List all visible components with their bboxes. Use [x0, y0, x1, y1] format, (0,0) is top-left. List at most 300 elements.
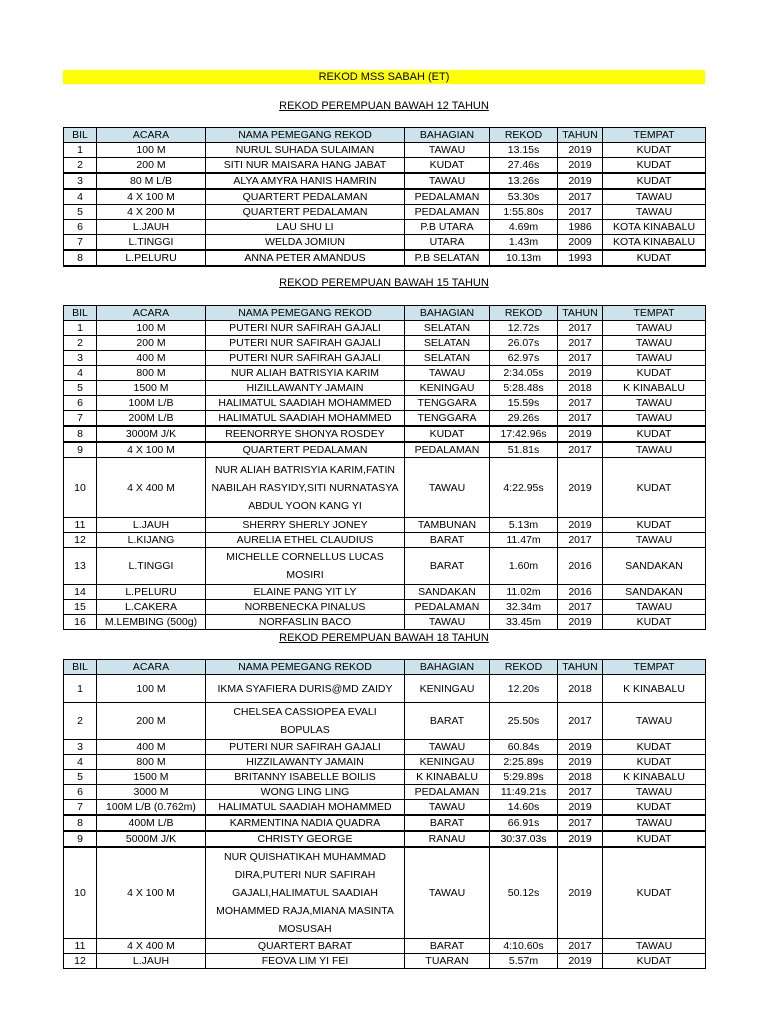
- table-row: [64, 205, 706, 220]
- table-header-row: [64, 306, 706, 321]
- cell-bil: 5: [64, 770, 97, 785]
- cell-nama: PUTERI NUR SAFIRAH GAJALI: [206, 321, 405, 336]
- cell-nama: QUARTERT BARAT: [206, 939, 405, 954]
- cell-bil: 9: [64, 831, 97, 847]
- column-header-tempat: TEMPAT: [603, 128, 706, 143]
- cell-tempat: TAWAU: [603, 703, 706, 740]
- cell-tahun: 2016: [558, 585, 603, 600]
- cell-tahun: 2017: [558, 396, 603, 411]
- cell-bil: 9: [64, 442, 97, 458]
- cell-bil: 6: [64, 220, 97, 235]
- cell-bil: 1: [64, 143, 97, 158]
- cell-acara: L.KIJANG: [97, 533, 206, 548]
- cell-tempat: TAWAU: [603, 411, 706, 427]
- cell-tempat: KUDAT: [603, 366, 706, 381]
- cell-nama: HALIMATUL SAADIAH MOHAMMED: [206, 800, 405, 816]
- column-header-nama: NAMA PEMEGANG REKOD: [206, 128, 405, 143]
- cell-acara: 200 M: [97, 703, 206, 740]
- cell-acara: 5000M J/K: [97, 831, 206, 847]
- column-header-bahagian: BAHAGIAN: [405, 306, 490, 321]
- cell-bil: 6: [64, 396, 97, 411]
- cell-tempat: KUDAT: [603, 518, 706, 533]
- cell-bahagian: BARAT: [405, 548, 490, 585]
- cell-bahagian: TAWAU: [405, 740, 490, 755]
- cell-tempat: KUDAT: [603, 800, 706, 816]
- column-header-tahun: TAHUN: [558, 660, 603, 675]
- cell-tempat: KUDAT: [603, 954, 706, 969]
- table-row: [64, 615, 706, 630]
- column-header-acara: ACARA: [97, 306, 206, 321]
- cell-bil: 7: [64, 800, 97, 816]
- cell-tahun: 2019: [558, 847, 603, 939]
- cell-tempat: TAWAU: [603, 785, 706, 800]
- cell-bahagian: PEDALAMAN: [405, 205, 490, 220]
- column-header-acara: ACARA: [97, 128, 206, 143]
- cell-bahagian: SELATAN: [405, 336, 490, 351]
- cell-acara: 3000M J/K: [97, 426, 206, 442]
- table-row: [64, 815, 706, 831]
- table-row: [64, 158, 706, 174]
- cell-rekod: 5.13m: [490, 518, 558, 533]
- cell-bil: 10: [64, 847, 97, 939]
- cell-bahagian: KENINGAU: [405, 381, 490, 396]
- column-header-nama: NAMA PEMEGANG REKOD: [206, 306, 405, 321]
- cell-rekod: 25.50s: [490, 703, 558, 740]
- cell-nama: HIZILLAWANTY JAMAIN: [206, 381, 405, 396]
- section-title-u15: REKOD PEREMPUAN BAWAH 15 TAHUN: [279, 277, 489, 289]
- cell-tempat: KUDAT: [603, 615, 706, 630]
- table-row: [64, 351, 706, 366]
- cell-bil: 4: [64, 755, 97, 770]
- cell-nama: PUTERI NUR SAFIRAH GAJALI: [206, 740, 405, 755]
- cell-acara: L.CAKERA: [97, 600, 206, 615]
- cell-rekod: 14.60s: [490, 800, 558, 816]
- cell-acara: 200 M: [97, 336, 206, 351]
- cell-rekod: 2:25.89s: [490, 755, 558, 770]
- cell-tahun: 2017: [558, 533, 603, 548]
- cell-nama: NORBENECKA PINALUS: [206, 600, 405, 615]
- cell-bahagian: KUDAT: [405, 158, 490, 174]
- cell-tempat: KUDAT: [603, 158, 706, 174]
- cell-acara: 400M L/B: [97, 815, 206, 831]
- cell-bil: 1: [64, 321, 97, 336]
- cell-acara: 4 X 400 M: [97, 458, 206, 518]
- table-row: [64, 518, 706, 533]
- cell-bil: 5: [64, 381, 97, 396]
- cell-bil: 8: [64, 426, 97, 442]
- document-title: REKOD MSS SABAH (ET): [63, 70, 705, 84]
- column-header-acara: ACARA: [97, 660, 206, 675]
- cell-tempat: K KINABALU: [603, 770, 706, 785]
- cell-rekod: 5:29.89s: [490, 770, 558, 785]
- cell-tahun: 2016: [558, 548, 603, 585]
- table-row: [64, 426, 706, 442]
- column-header-tahun: TAHUN: [558, 306, 603, 321]
- cell-tahun: 2019: [558, 831, 603, 847]
- cell-bahagian: TAWAU: [405, 173, 490, 189]
- cell-bil: 7: [64, 235, 97, 251]
- table-row: [64, 703, 706, 740]
- cell-nama: ELAINE PANG YIT LY: [206, 585, 405, 600]
- records-table-u18: [63, 659, 706, 969]
- cell-nama: CHRISTY GEORGE: [206, 831, 405, 847]
- cell-acara: L.TINGGI: [97, 548, 206, 585]
- cell-tahun: 2019: [558, 954, 603, 969]
- cell-tahun: 2019: [558, 158, 603, 174]
- cell-tahun: 2017: [558, 442, 603, 458]
- table-row: [64, 600, 706, 615]
- cell-rekod: 62.97s: [490, 351, 558, 366]
- cell-acara: 4 X 100 M: [97, 189, 206, 205]
- cell-acara: L.JAUH: [97, 518, 206, 533]
- cell-bahagian: TAMBUNAN: [405, 518, 490, 533]
- cell-tahun: 2017: [558, 189, 603, 205]
- table-row: [64, 235, 706, 251]
- cell-nama: SHERRY SHERLY JONEY: [206, 518, 405, 533]
- cell-nama: PUTERI NUR SAFIRAH GAJALI: [206, 336, 405, 351]
- cell-tahun: 2017: [558, 336, 603, 351]
- cell-rekod: 50.12s: [490, 847, 558, 939]
- table-row: [64, 220, 706, 235]
- cell-rekod: 17:42.96s: [490, 426, 558, 442]
- cell-acara: 800 M: [97, 755, 206, 770]
- cell-nama: NORFASLIN BACO: [206, 615, 405, 630]
- cell-tempat: TAWAU: [603, 396, 706, 411]
- cell-bil: 3: [64, 173, 97, 189]
- cell-tempat: KUDAT: [603, 831, 706, 847]
- cell-bil: 5: [64, 205, 97, 220]
- cell-acara: 80 M L/B: [97, 173, 206, 189]
- cell-tahun: 2009: [558, 235, 603, 251]
- table-row: [64, 533, 706, 548]
- cell-bahagian: TAWAU: [405, 366, 490, 381]
- cell-tempat: TAWAU: [603, 442, 706, 458]
- column-header-bahagian: BAHAGIAN: [405, 660, 490, 675]
- cell-bahagian: BARAT: [405, 703, 490, 740]
- cell-nama: QUARTERT PEDALAMAN: [206, 189, 405, 205]
- cell-bahagian: TAWAU: [405, 458, 490, 518]
- table-row: [64, 411, 706, 427]
- cell-nama: ALYA AMYRA HANIS HAMRIN: [206, 173, 405, 189]
- column-header-rekod: REKOD: [490, 660, 558, 675]
- cell-tempat: SANDAKAN: [603, 585, 706, 600]
- cell-rekod: 4:10.60s: [490, 939, 558, 954]
- table-row: [64, 675, 706, 703]
- cell-tahun: 2017: [558, 411, 603, 427]
- cell-bil: 16: [64, 615, 97, 630]
- cell-rekod: 4:22.95s: [490, 458, 558, 518]
- cell-rekod: 29.26s: [490, 411, 558, 427]
- cell-tahun: 2017: [558, 703, 603, 740]
- cell-bahagian: PEDALAMAN: [405, 785, 490, 800]
- cell-nama: AURELIA ETHEL CLAUDIUS: [206, 533, 405, 548]
- cell-nama: MICHELLE CORNELLUS LUCAS MOSIRI: [206, 548, 405, 585]
- column-header-tempat: TEMPAT: [603, 306, 706, 321]
- cell-nama: LAU SHU LI: [206, 220, 405, 235]
- column-header-tahun: TAHUN: [558, 128, 603, 143]
- cell-bahagian: PEDALAMAN: [405, 442, 490, 458]
- cell-tahun: 2019: [558, 518, 603, 533]
- cell-tempat: KUDAT: [603, 740, 706, 755]
- cell-tempat: TAWAU: [603, 600, 706, 615]
- cell-tempat: KUDAT: [603, 426, 706, 442]
- cell-nama: HALIMATUL SAADIAH MOHAMMED: [206, 411, 405, 427]
- cell-acara: 100M L/B (0.762m): [97, 800, 206, 816]
- cell-acara: 100 M: [97, 675, 206, 703]
- cell-rekod: 2:34.05s: [490, 366, 558, 381]
- cell-bahagian: SELATAN: [405, 321, 490, 336]
- cell-nama: BRITANNY ISABELLE BOILIS: [206, 770, 405, 785]
- cell-acara: L.JAUH: [97, 220, 206, 235]
- cell-acara: L.TINGGI: [97, 235, 206, 251]
- cell-tempat: TAWAU: [603, 189, 706, 205]
- table-row: [64, 381, 706, 396]
- cell-tempat: KUDAT: [603, 143, 706, 158]
- cell-nama: WONG LING LING: [206, 785, 405, 800]
- cell-tahun: 2017: [558, 785, 603, 800]
- cell-tempat: KUDAT: [603, 755, 706, 770]
- cell-acara: 100M L/B: [97, 396, 206, 411]
- cell-acara: 1500 M: [97, 770, 206, 785]
- cell-nama: IKMA SYAFIERA DURIS@MD ZAIDY: [206, 675, 405, 703]
- cell-bahagian: SELATAN: [405, 351, 490, 366]
- cell-acara: L.PELURU: [97, 585, 206, 600]
- cell-tahun: 2019: [558, 755, 603, 770]
- cell-rekod: 5.57m: [490, 954, 558, 969]
- cell-bahagian: PEDALAMAN: [405, 189, 490, 205]
- cell-rekod: 30:37.03s: [490, 831, 558, 847]
- cell-nama: NUR ALIAH BATRISYIA KARIM,FATIN NABILAH RASYIDY,SITI NURNATASYA ABDUL YOON KANG YI: [206, 458, 405, 518]
- cell-rekod: 12.20s: [490, 675, 558, 703]
- table-row: [64, 189, 706, 205]
- cell-rekod: 15.59s: [490, 396, 558, 411]
- cell-bahagian: TENGGARA: [405, 396, 490, 411]
- table-row: [64, 321, 706, 336]
- cell-tahun: 2018: [558, 770, 603, 785]
- cell-tahun: 2019: [558, 458, 603, 518]
- cell-nama: QUARTERT PEDALAMAN: [206, 205, 405, 220]
- cell-rekod: 33.45m: [490, 615, 558, 630]
- cell-acara: 400 M: [97, 351, 206, 366]
- table-row: [64, 939, 706, 954]
- cell-nama: REENORRYE SHONYA ROSDEY: [206, 426, 405, 442]
- cell-bahagian: BARAT: [405, 815, 490, 831]
- cell-rekod: 1:55.80s: [490, 205, 558, 220]
- cell-rekod: 11:49.21s: [490, 785, 558, 800]
- cell-tahun: 2019: [558, 143, 603, 158]
- cell-acara: 4 X 100 M: [97, 442, 206, 458]
- table-row: [64, 396, 706, 411]
- cell-bahagian: TAWAU: [405, 847, 490, 939]
- cell-bil: 7: [64, 411, 97, 427]
- cell-tempat: TAWAU: [603, 321, 706, 336]
- cell-rekod: 11.02m: [490, 585, 558, 600]
- cell-tahun: 2017: [558, 815, 603, 831]
- cell-acara: 200 M: [97, 158, 206, 174]
- cell-tempat: TAWAU: [603, 533, 706, 548]
- column-header-bil: BIL: [64, 660, 97, 675]
- cell-bil: 3: [64, 351, 97, 366]
- cell-rekod: 32.34m: [490, 600, 558, 615]
- cell-tempat: KOTA KINABALU: [603, 220, 706, 235]
- cell-nama: NUR ALIAH BATRISYIA KARIM: [206, 366, 405, 381]
- cell-rekod: 26.07s: [490, 336, 558, 351]
- cell-tempat: TAWAU: [603, 939, 706, 954]
- cell-bahagian: PEDALAMAN: [405, 600, 490, 615]
- cell-nama: NURUL SUHADA SULAIMAN: [206, 143, 405, 158]
- cell-bil: 11: [64, 518, 97, 533]
- cell-rekod: 1.43m: [490, 235, 558, 251]
- cell-bil: 1: [64, 675, 97, 703]
- table-header-row: [64, 660, 706, 675]
- cell-bil: 2: [64, 158, 97, 174]
- cell-rekod: 10.13m: [490, 250, 558, 266]
- cell-acara: 400 M: [97, 740, 206, 755]
- column-header-bil: BIL: [64, 306, 97, 321]
- table-row: [64, 458, 706, 518]
- cell-tahun: 2017: [558, 351, 603, 366]
- cell-rekod: 1.60m: [490, 548, 558, 585]
- cell-tahun: 2018: [558, 381, 603, 396]
- cell-bahagian: TAWAU: [405, 800, 490, 816]
- cell-bahagian: TAWAU: [405, 143, 490, 158]
- column-header-tempat: TEMPAT: [603, 660, 706, 675]
- cell-rekod: 5:28.48s: [490, 381, 558, 396]
- cell-nama: NUR QUISHATIKAH MUHAMMAD DIRA,PUTERI NUR SAFIRAH GAJALI,HALIMATUL SAADIAH MOHAMMED RAJA,MIANA MASINTA MOSUSAH: [206, 847, 405, 939]
- cell-nama: HALIMATUL SAADIAH MOHAMMED: [206, 396, 405, 411]
- table-row: [64, 173, 706, 189]
- cell-acara: 100 M: [97, 143, 206, 158]
- cell-rekod: 60.84s: [490, 740, 558, 755]
- cell-tahun: 2019: [558, 426, 603, 442]
- table-row: [64, 442, 706, 458]
- table-row: [64, 800, 706, 816]
- cell-acara: 4 X 400 M: [97, 939, 206, 954]
- cell-bahagian: KENINGAU: [405, 755, 490, 770]
- cell-rekod: 13.26s: [490, 173, 558, 189]
- cell-acara: 4 X 100 M: [97, 847, 206, 939]
- cell-bil: 4: [64, 366, 97, 381]
- cell-tempat: K KINABALU: [603, 381, 706, 396]
- cell-bil: 15: [64, 600, 97, 615]
- cell-bahagian: TAWAU: [405, 615, 490, 630]
- cell-bil: 12: [64, 533, 97, 548]
- cell-bil: 4: [64, 189, 97, 205]
- table-row: [64, 585, 706, 600]
- cell-tempat: KUDAT: [603, 458, 706, 518]
- cell-tahun: 2019: [558, 366, 603, 381]
- cell-tempat: KOTA KINABALU: [603, 235, 706, 251]
- column-header-rekod: REKOD: [490, 306, 558, 321]
- column-header-rekod: REKOD: [490, 128, 558, 143]
- cell-nama: WELDA JOMIUN: [206, 235, 405, 251]
- cell-tahun: 2018: [558, 675, 603, 703]
- cell-tempat: TAWAU: [603, 205, 706, 220]
- cell-nama: FEOVA LIM YI FEI: [206, 954, 405, 969]
- cell-tempat: TAWAU: [603, 351, 706, 366]
- cell-nama: HIZZILAWANTY JAMAIN: [206, 755, 405, 770]
- cell-rekod: 27.46s: [490, 158, 558, 174]
- cell-tahun: 2017: [558, 939, 603, 954]
- cell-tahun: 1993: [558, 250, 603, 266]
- cell-bil: 3: [64, 740, 97, 755]
- table-row: [64, 785, 706, 800]
- cell-acara: L.JAUH: [97, 954, 206, 969]
- cell-bil: 2: [64, 703, 97, 740]
- cell-nama: QUARTERT PEDALAMAN: [206, 442, 405, 458]
- cell-tempat: KUDAT: [603, 173, 706, 189]
- cell-acara: 200M L/B: [97, 411, 206, 427]
- cell-rekod: 13.15s: [490, 143, 558, 158]
- cell-bahagian: BARAT: [405, 533, 490, 548]
- cell-bil: 2: [64, 336, 97, 351]
- cell-rekod: 53.30s: [490, 189, 558, 205]
- cell-bahagian: BARAT: [405, 939, 490, 954]
- table-row: [64, 740, 706, 755]
- cell-nama: KARMENTINA NADIA QUADRA: [206, 815, 405, 831]
- cell-bahagian: RANAU: [405, 831, 490, 847]
- cell-acara: 800 M: [97, 366, 206, 381]
- cell-bil: 8: [64, 250, 97, 266]
- cell-tempat: KUDAT: [603, 250, 706, 266]
- cell-tempat: TAWAU: [603, 336, 706, 351]
- cell-rekod: 12.72s: [490, 321, 558, 336]
- cell-bahagian: P.B SELATAN: [405, 250, 490, 266]
- cell-nama: PUTERI NUR SAFIRAH GAJALI: [206, 351, 405, 366]
- cell-tahun: 2017: [558, 205, 603, 220]
- cell-tahun: 2017: [558, 321, 603, 336]
- cell-bil: 12: [64, 954, 97, 969]
- cell-bil: 10: [64, 458, 97, 518]
- cell-bahagian: K KINABALU: [405, 770, 490, 785]
- table-row: [64, 366, 706, 381]
- cell-bahagian: TENGGARA: [405, 411, 490, 427]
- column-header-bil: BIL: [64, 128, 97, 143]
- records-table-u12: [63, 127, 706, 267]
- cell-nama: SITI NUR MAISARA HANG JABAT: [206, 158, 405, 174]
- column-header-bahagian: BAHAGIAN: [405, 128, 490, 143]
- cell-bil: 8: [64, 815, 97, 831]
- table-row: [64, 336, 706, 351]
- cell-bahagian: UTARA: [405, 235, 490, 251]
- table-row: [64, 143, 706, 158]
- cell-tahun: 1986: [558, 220, 603, 235]
- cell-tahun: 2019: [558, 615, 603, 630]
- cell-acara: 4 X 200 M: [97, 205, 206, 220]
- cell-rekod: 51.81s: [490, 442, 558, 458]
- cell-acara: 100 M: [97, 321, 206, 336]
- column-header-nama: NAMA PEMEGANG REKOD: [206, 660, 405, 675]
- cell-bahagian: KUDAT: [405, 426, 490, 442]
- cell-rekod: 4.69m: [490, 220, 558, 235]
- cell-tempat: KUDAT: [603, 847, 706, 939]
- cell-acara: M.LEMBING (500g): [97, 615, 206, 630]
- table-row: [64, 770, 706, 785]
- cell-bahagian: TUARAN: [405, 954, 490, 969]
- table-row: [64, 250, 706, 266]
- table-row: [64, 847, 706, 939]
- table-row: [64, 755, 706, 770]
- cell-tahun: 2017: [558, 600, 603, 615]
- records-table-u15: [63, 305, 706, 630]
- cell-bahagian: P.B UTARA: [405, 220, 490, 235]
- cell-tahun: 2019: [558, 740, 603, 755]
- cell-rekod: 11.47m: [490, 533, 558, 548]
- cell-nama: ANNA PETER AMANDUS: [206, 250, 405, 266]
- cell-acara: 1500 M: [97, 381, 206, 396]
- cell-bil: 11: [64, 939, 97, 954]
- table-row: [64, 548, 706, 585]
